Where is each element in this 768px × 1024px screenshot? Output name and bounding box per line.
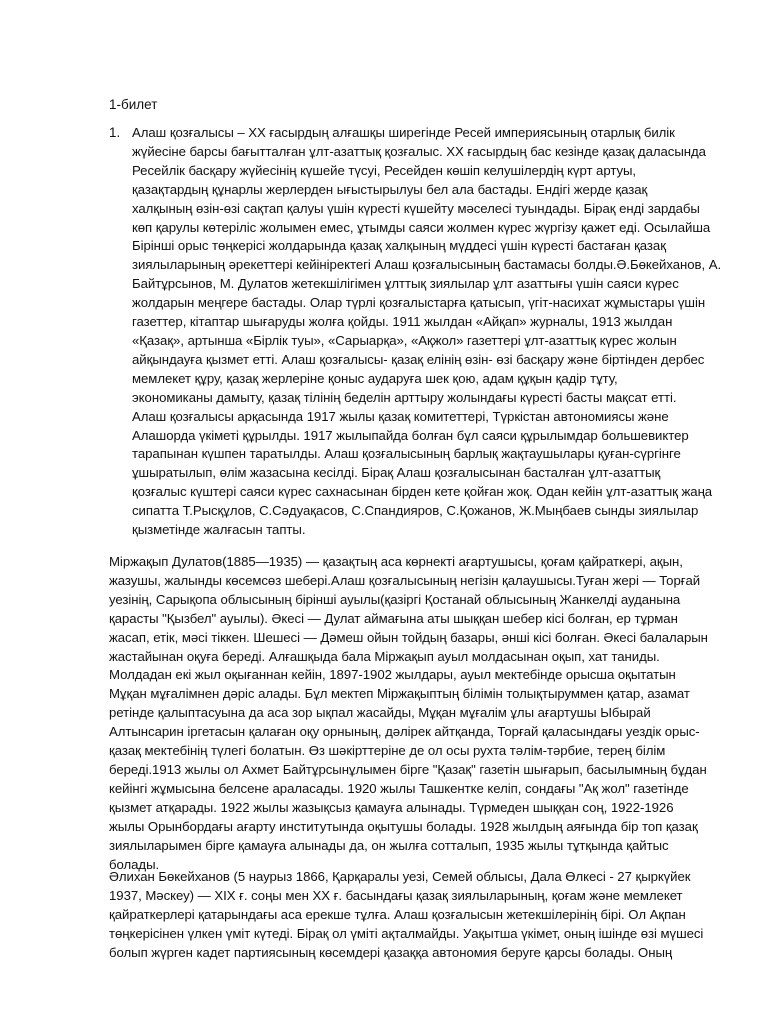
paragraph-alash-movement: Алаш қозғалысы – ХХ ғасырдың алғашқы ширегінде Ресей империясының отарлық билік жүйесіне барсы бағытталған ұлт-азаттық қозғалыс. ХХ ғасырдың бас кезінде қазақ даласында Ресейлік басқару жүйесінің күшейе түсуі, Ресейден көшіп келушілердің күрт артуы, қазақтардың құнарлы жерлерден ығыстырылуы бел ала бастады. Ендігі жерде қазақ халқының өзін-өзі сақтап қалуы үшін күресті күшейту мәселесі туындады. Бірақ енді зардабы көп қарулы көтеріліс жолымен емес, ұтымды саяси жолмен күрес жүргізу қажет еді. Осылайша Бірінші орыс төңкерісі жолдарында қазақ халқының мүддесі үшін күресті бастаған қазақ зиялыларының әрекеттері кейініректегі Алаш қозғалысының бастамасы болды.Ә.Бөкейханов, А. Байтұрсынов, М. Дулатов жетекшілігімен ұлттық зиялылар ұлт азаттығы үшін саяси күрес жолдарын меңгере бастады. Олар түрлі қозғалыстарға қатысып, үгіт-насихат жұмыстары үшін газеттер, кітаптар шығаруды жолға қойды. 1911 жылдан «Айқап» журналы, 1913 жылдан «Қазақ», артынша «Бірлік туы», «Сарыарқа», «Ақжол» газеттері ұлт-азаттық күрес жолын айқындауға қызмет етті. Алаш қозғалысы- қазақ елінің өзін- өзі басқару және біртінден дербес мемлекет құру, қазақ жерлеріне қоныс аударуға шек қою, адам құқын қадір тұту, экономиканы дамыту, қазақ тілінің беделін арттыру жолындағы күресті басты мақсат етті. Алаш қозғалысы арқасында 1917 жылы қазақ комитеттері, Түркістан автономиясы және Алашорда үкіметі құрылды. 1917 жылыпайда болған бұл саяси құрылымдар большевиктер тарапынан күшпен таратылды. Алаш қозғалысының барлық жақтаушылары қуған-сүргінге ұшыратылып, өлім жазасына кесілді. Бірақ Алаш қозғалысынан басталған ұлт-азаттық қозғалыс күштері саяси күрес сахнасынан бірден кете қойған жоқ. Одан кейін ұлт-азаттық жаңа сипатта Т.Рысқұлов, С.Сәдуақасов, С.Спандияров, С.Қожанов, Ж.Мыңбаев сынды зиялылар қызметінде жалғасын тапты. (132, 125, 722, 538)
ticket-heading: 1-билет (109, 97, 158, 112)
paragraph-bokeikhanov: Әлихан Бөкейханов (5 наурыз 1866, Қарқаралы уезі, Семей облысы, Дала Өлкесі - 27 қыркүйек 1937, Мәскеу) — XIX ғ. соңы мен XX ғ. басындағы қазақ зиялыларының, қоғам және мемлекет қайраткерлері қатарындағы аса ерекше тұлға. Алаш қозғалысын жетекшілерінің бірі. Ол Ақпан төңкерісінен үлкен үміт күтеді. Бірақ ол үміті ақталмайды. Уақытша үкімет, оның ішінде өзі мүшесі болып жүрген кадет партиясының көсемдері қазаққа автономия беруге қарсы болады. Оның (109, 869, 704, 960)
list-item-number: 1. (109, 125, 121, 140)
paragraph-dulatov: Міржақып Дулатов(1885—1935) — қазақтың аса көрнекті ағартушысы, қоғам қайраткері, ақын, жазушы, жалынды көсемсөз шебері.Алаш қозғалысының негізін қалаушысы.Туған жері — Торғай уезінің, Сарықопа облысының бірінші ауылы(қазіргі Қостанай облысының Жанкелді ауданына қарасты "Қызбел" ауылы). Әкесі — Дулат аймағына аты шыққан шебер кісі болған, ер тұрман жасап, етік, мәсі тіккен. Шешесі — Дәмеш ойын тойдың базары, әнші кісі болған. Әкесі балаларын жастайынан оқуға береді. Алғашқыда бала Міржақып ауыл молдасынан оқып, хат таниды. Молдадан екі жыл оқығаннан кейін, 1897-1902 жылдары, ауыл мектебінде орысша оқытатын Мұқан мұғалімнен дәріс алады. Бұл мектеп Міржақыптың білімін толықтыруммен қатар, азамат ретінде қалыптасуына да аса зор ықпал жасайды, Мұқан мұғалім ұлы ағартушы Ыбырай Алтынсарин іргетасын қалаған оқу орнының, дәлірек айтқанда, Торғай қаласындағы уездік орыс- қазақ мектебінің түлегі болатын. Өз шәкірттеріне де ол осы рухта тәлім-тәрбие, терең білім береді.1913 жылы ол Ахмет Байтұрсынұлымен бірге "Қазақ" газетін шығарып, басылымның бұдан кейінгі жұмысына белсене араласады. 1920 жылы Ташкентке келіп, сондағы "Ақ жол" газетінде қызмет атқарады. 1922 жылы жазықсыз қамауға алынады. Түрмеден шыққан соң, 1922-1926 жылы Орынбордағы ағарту институтында оқытушы болады. 1928 жылдың аяғында бір топ қазақ зиялыларымен бірге қамауға алынады да, он жылға сотталып, 1935 жылы тұтқында қайтыс болады. (109, 554, 708, 872)
